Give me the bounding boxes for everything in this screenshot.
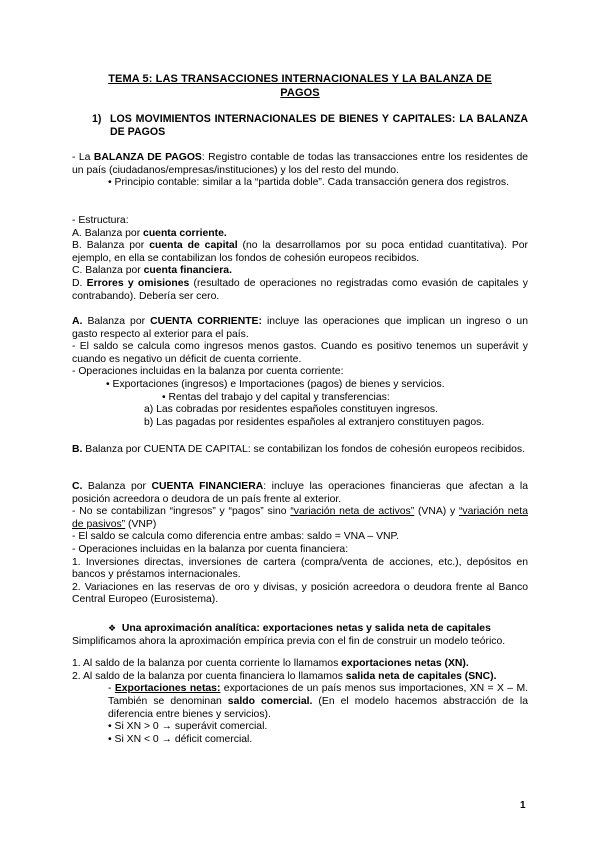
diamond-bullet-icon: ❖ — [108, 624, 117, 634]
corriente-bullet-2: • Rentas del trabajo y del capital y transferencias: — [162, 391, 390, 403]
aproximacion-point-2: 2. Al saldo de la balanza por cuenta financiera lo llamamos salida neta de capitales (SNC). — [72, 670, 497, 682]
financiera-op-2: 2. Variaciones en las reservas de oro y divisas, y posición acreedora o deudora frente al Banco Central Europeo (Eurosistema). — [72, 581, 528, 606]
aproximacion-intro: Simplificamos ahora la aproximación empírica previa con el fin de construir un modelo teórico. — [72, 635, 506, 647]
document-title — [70, 72, 530, 100]
estructura-c: C. Balanza por cuenta financiera. — [72, 265, 232, 277]
cuenta-corriente-section — [72, 316, 528, 429]
corriente-saldo: - El saldo se calcula como ingresos menos gastos. Cuando es positivo tenemos un superávit y cuando es negativo un déficit de cuenta corriente. — [72, 341, 528, 365]
financiera-definition: C. Balanza por CUENTA FINANCIERA: incluye las operaciones financieras que afectan a la posición acreedora o deudora de un país frente al exterior. — [72, 481, 528, 505]
financiera-op-1: 1. Inversiones directas, inversiones de cartera (compra/venta de acciones, etc.), depósitos en bancos y préstamos internacionales. — [72, 556, 528, 581]
section-title: LOS MOVIMIENTOS INTERNACIONALES DE BIENES Y CAPITALES: LA BALANZA DE PAGOS — [110, 113, 528, 138]
aproximacion-heading: ❖ Una aproximación analítica: exportaciones netas y salida neta de capitales — [108, 623, 491, 634]
corriente-bullet-1: • Exportaciones (ingresos) e Importaciones (pagos) de bienes y servicios. — [106, 378, 445, 390]
xn-negative: • Si XN < 0 → déficit comercial. — [108, 733, 253, 745]
exportaciones-netas-def: - Exportaciones netas: exportaciones de un país menos sus importaciones, XN = X – M. También se denominan saldo comercial. (En el modelo hacemos abstracción de la diferencia entre bienes y servicios). — [108, 683, 528, 720]
cuenta-financiera-section — [72, 481, 528, 607]
estructura-d: D. Errores y omisiones (resultado de operaciones no registradas como evasión de capitales y contrabando). Debería ser cero. — [72, 277, 528, 302]
estructura-b: B. Balanza por cuenta de capital (no la desarrollamos por su poca entidad cuantitativa). Por ejemplo, en ella se contabilizan los fondos de cohesión europeos recibidos. — [72, 240, 529, 264]
xn-positive: • Si XN > 0 → superávit comercial. — [108, 721, 268, 733]
corriente-sub-b: b) Las pagadas por residentes españoles al extranjero constituyen pagos. — [144, 416, 485, 428]
aproximacion-point-1: 1. Al saldo de la balanza por cuenta corriente lo llamamos exportaciones netas (XN). — [72, 658, 469, 670]
financiera-operaciones: - Operaciones incluidas en la balanza por cuenta financiera: — [72, 543, 349, 555]
financiera-saldo: - El saldo se calcula como diferencia entre ambas: saldo = VNA – VNP. — [72, 531, 399, 543]
financiera-no-contabilizan: - No se contabilizan “ingresos” y “pagos” sino “variación neta de activos” (VNA) y “variación neta de pasivos” (VNP) — [72, 506, 528, 530]
corriente-definition: A. Balanza por CUENTA CORRIENTE: incluye las operaciones que implican un ingreso o un gasto respecto al exterior para el país. — [72, 316, 528, 340]
corriente-sub-a: a) Las cobradas por residentes españoles constituyen ingresos. — [144, 404, 438, 416]
title-line-1: TEMA 5: LAS TRANSACCIONES INTERNACIONALES Y LA BALANZA DE — [108, 73, 492, 85]
intro-bullet: • Principio contable: similar a la “partida doble”. Cada transacción genera dos registros. — [108, 177, 509, 189]
section-number: 1) — [92, 113, 102, 125]
section-heading — [92, 113, 528, 139]
cuenta-capital-section — [72, 444, 528, 457]
estructura-heading: - Estructura: — [72, 215, 129, 226]
page-number: 1 — [520, 800, 526, 811]
corriente-operaciones: - Operaciones incluidas en la balanza por cuenta corriente: — [72, 366, 344, 378]
capital-definition: B. Balanza por CUENTA DE CAPITAL: se contabilizan los fondos de cohesión europeos recibidos. — [72, 444, 526, 455]
intro-paragraph — [72, 152, 528, 190]
spacer — [72, 648, 528, 658]
intro-definition: - La BALANZA DE PAGOS: Registro contable de todas las transacciones entre los residentes de un país (ciudadanos/empresas/instituciones) y los del resto del mundo. — [72, 152, 529, 176]
estructura-a: A. Balanza por cuenta corriente. — [72, 227, 227, 239]
estructura-list — [72, 215, 528, 303]
title-line-2: PAGOS — [280, 87, 320, 99]
aproximacion-section — [72, 623, 528, 746]
